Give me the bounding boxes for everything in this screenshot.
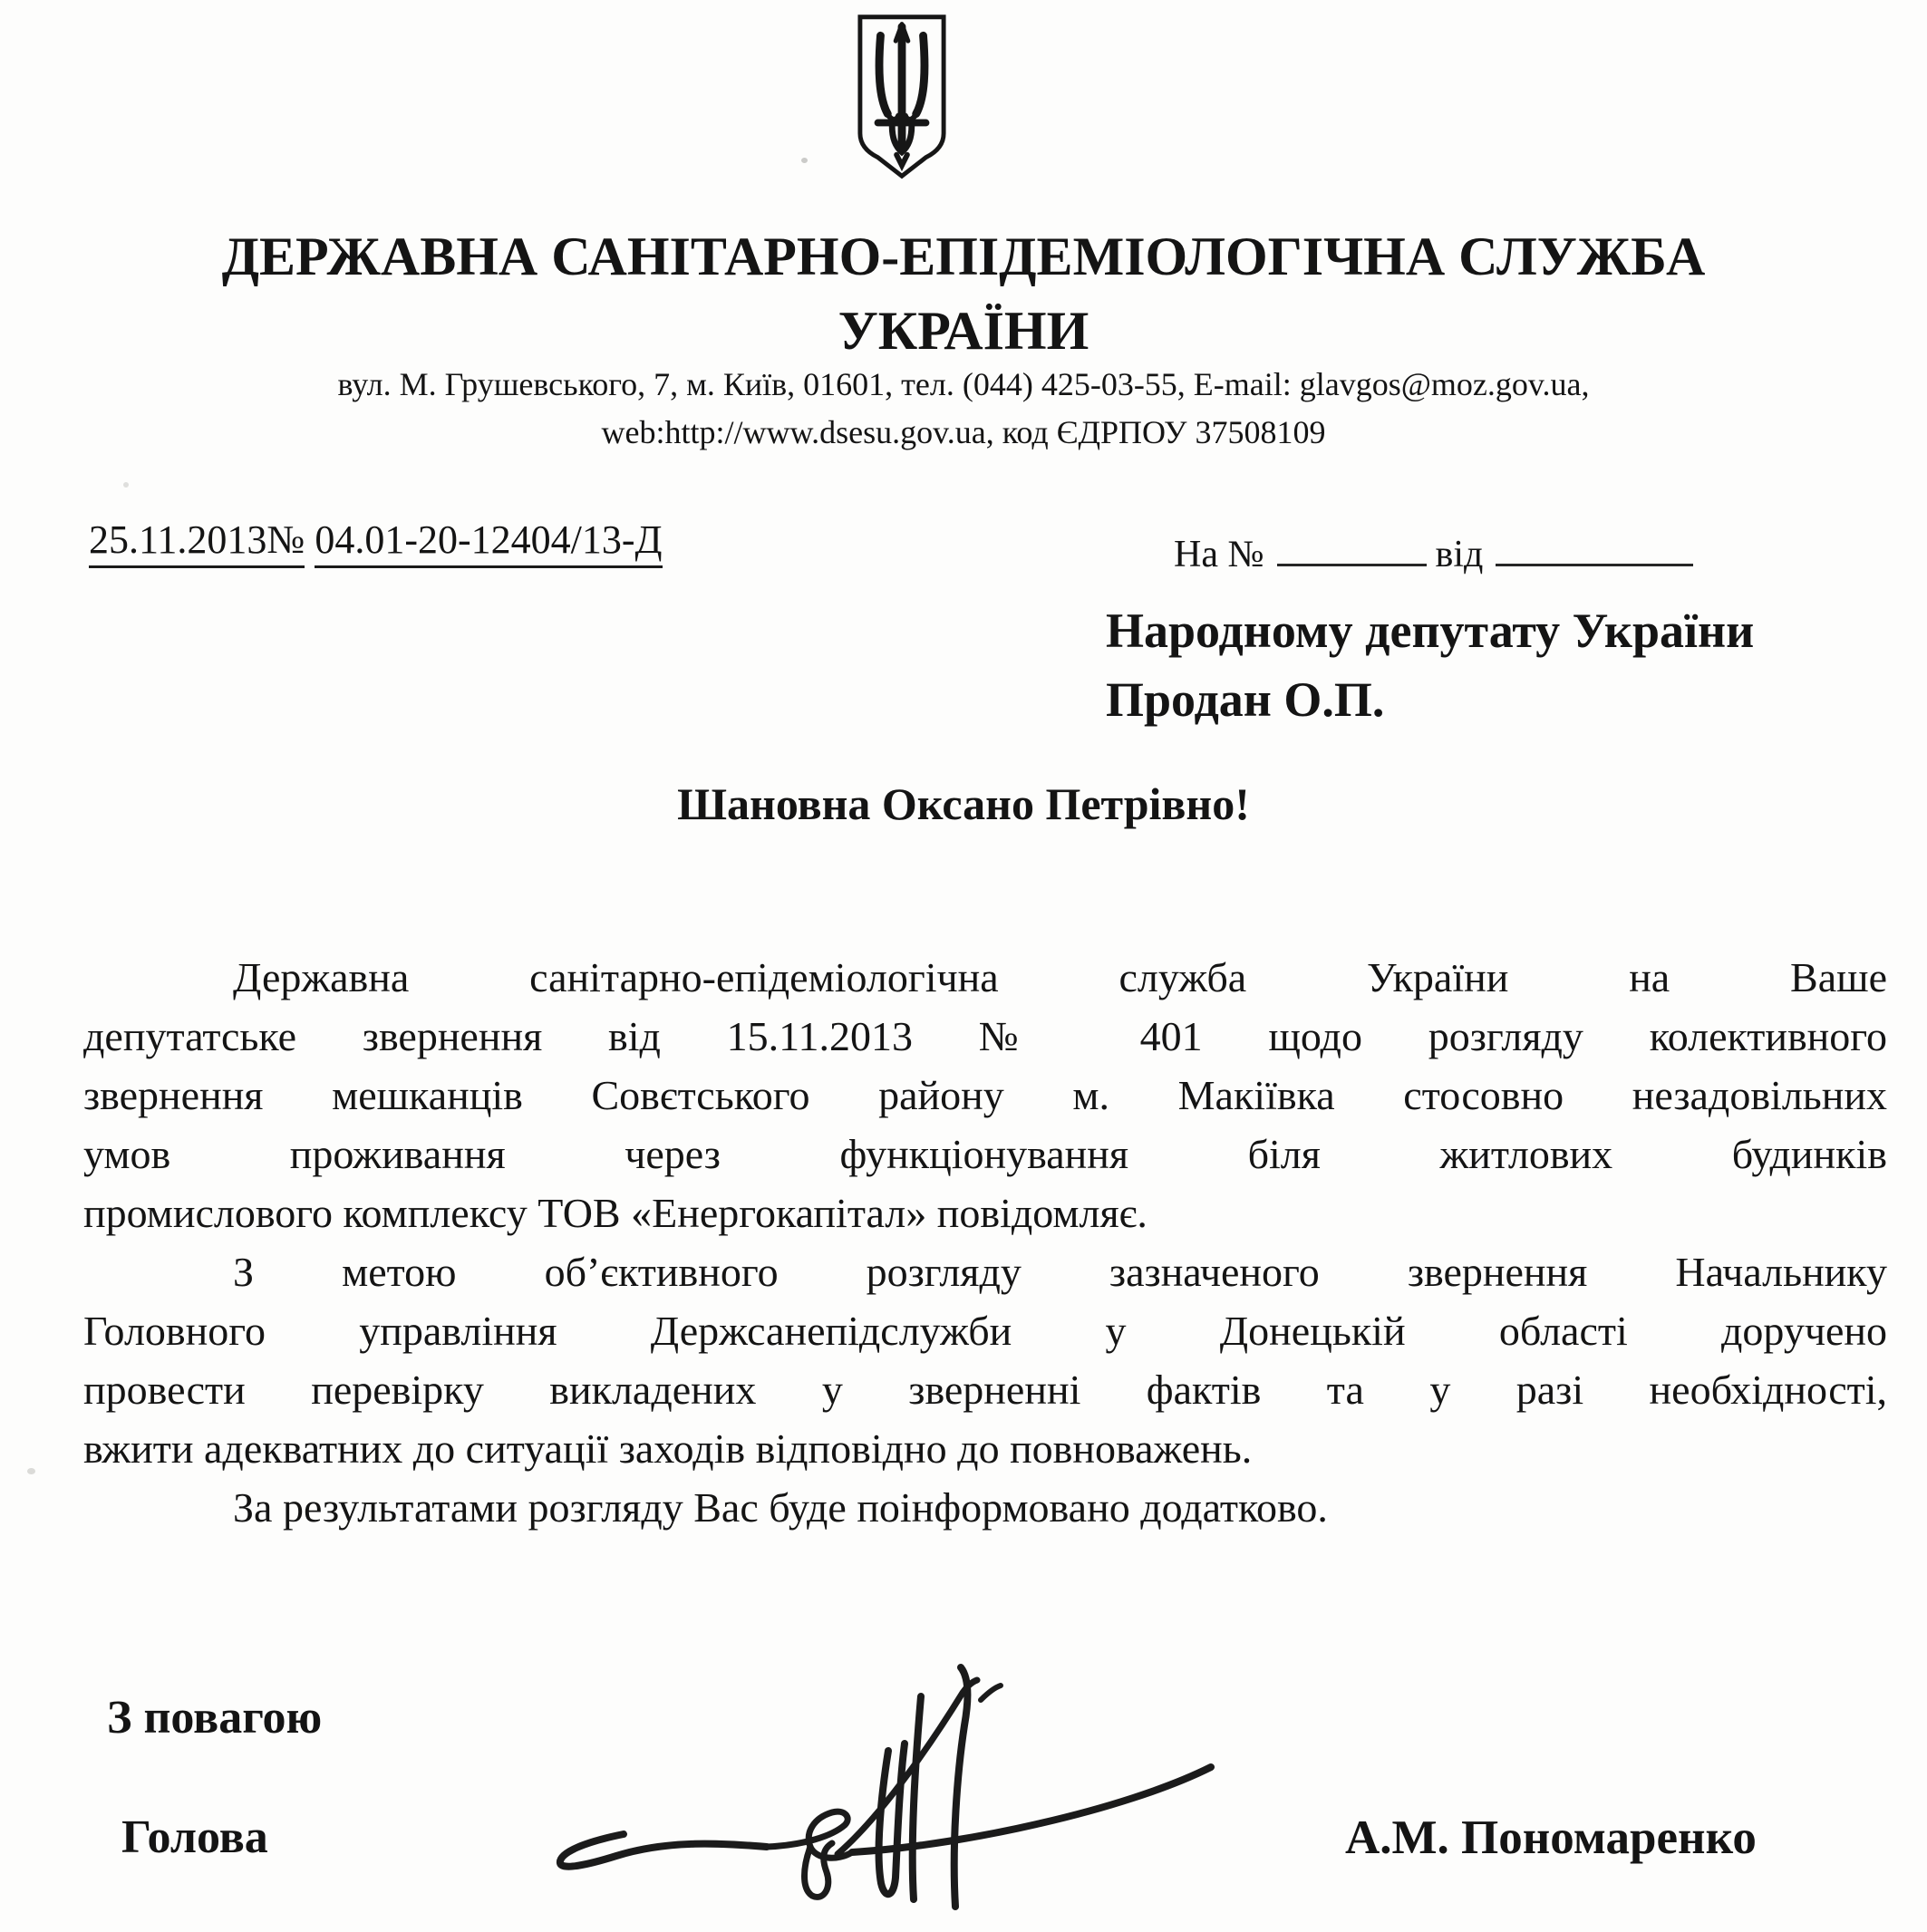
scan-speck: [801, 158, 808, 163]
incoming-date-label: від: [1435, 534, 1484, 575]
body-line: вжити адекватних до ситуації заходів відповідно до повноважень.: [83, 1425, 1253, 1472]
letter-body: [83, 948, 1887, 1537]
recipient-title: Народному депутату України: [1106, 604, 1755, 658]
body-line: звернення мешканців Совєтського району м. Макіївка стосовно незадовільних: [83, 1072, 1887, 1118]
body-line: умов проживання через функціонування біля житлових будинків: [83, 1131, 1887, 1177]
ukraine-trident-emblem-icon: [856, 11, 948, 185]
body-line: депутатське звернення від 15.11.2013 № 401 щодо розгляду колективного: [83, 1013, 1887, 1059]
salutation: Шановна Оксано Петрівно!: [677, 778, 1250, 829]
org-name-line1: ДЕРЖАВНА САНІТАРНО-ЕПІДЕМІОЛОГІЧНА СЛУЖБА: [221, 227, 1706, 286]
body-line: промислового комплексу ТОВ «Енергокапітал» повідомляє.: [83, 1190, 1147, 1236]
outgoing-reference: [89, 517, 663, 563]
org-name: [0, 219, 1927, 368]
body-line: Державна санітарно-епідеміологічна служба України на Ваше: [233, 954, 1887, 1000]
outgoing-date: 25.11.2013: [89, 517, 267, 562]
scan-speck: [27, 1468, 35, 1474]
scan-speck: [123, 482, 129, 488]
body-line: За результатами розгляду Вас буде поінформовано додатково.: [233, 1484, 1328, 1531]
body-line: провести перевірку викладених у зверненні фактів та у разі необхідності,: [83, 1367, 1887, 1413]
signer-name: А.М. Пономаренко: [1345, 1811, 1757, 1864]
body-line: Головного управління Держсанепідслужби у Донецькій області доручено: [83, 1308, 1887, 1354]
number-sign: №: [266, 517, 305, 562]
incoming-label: На №: [1174, 534, 1264, 575]
signer-position: Голова: [121, 1811, 268, 1863]
recipient-name: Продан О.П.: [1106, 672, 1385, 727]
org-name-line2: УКРАЇНИ: [838, 301, 1089, 361]
org-address-line1: вул. М. Грушевського, 7, м. Київ, 01601, тел. (044) 425-03-55, E-mail: glavgos@moz.gov.ua,: [337, 366, 1590, 402]
incoming-date-blank: [1496, 526, 1693, 566]
closing-regards: З повагою: [107, 1692, 323, 1744]
incoming-number-blank: [1277, 526, 1427, 566]
handwritten-signature-icon: [533, 1642, 1227, 1919]
recipient-block: [1106, 596, 1754, 734]
incoming-reference: [1174, 526, 1693, 576]
org-address-line2: web:http://www.dsesu.gov.ua, код ЄДРПОУ 37508109: [601, 414, 1326, 450]
body-line: З метою об’єктивного розгляду зазначеного звернення Начальнику: [233, 1249, 1887, 1295]
org-address: [0, 361, 1927, 457]
outgoing-number: 04.01-20-12404/13-Д: [315, 517, 662, 568]
